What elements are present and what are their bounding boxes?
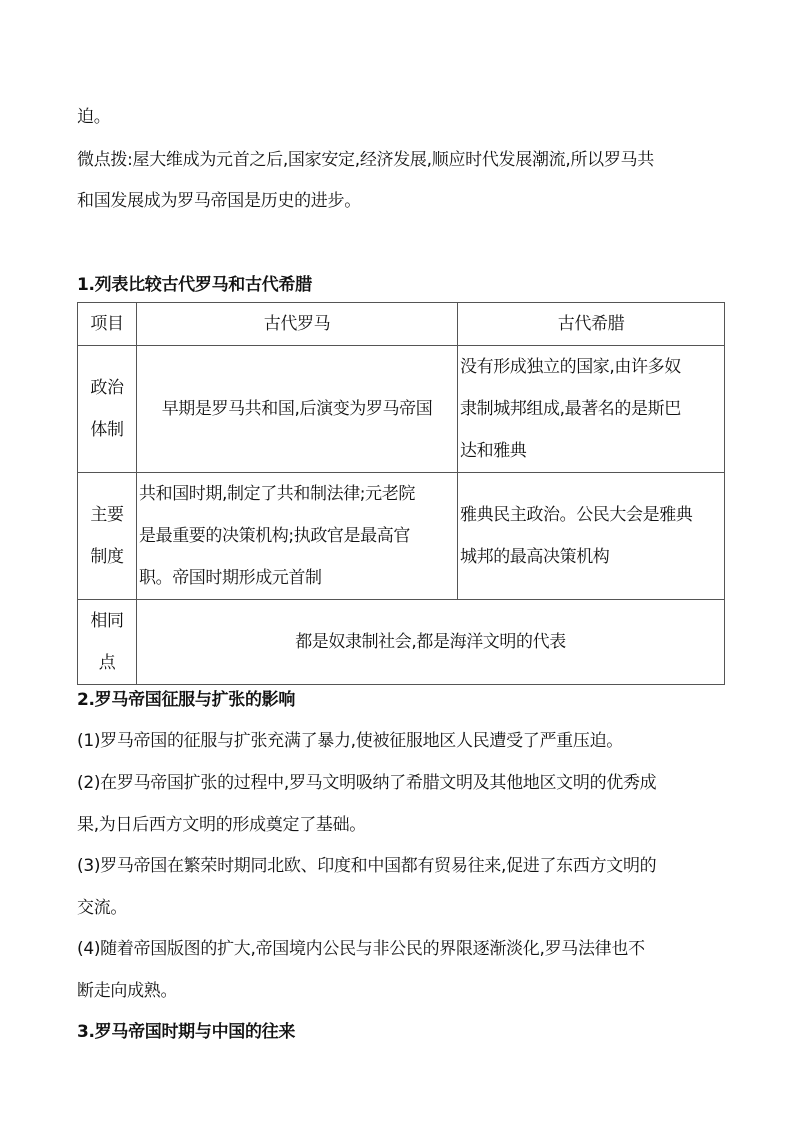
section-2-line-1: (1)罗马帝国的征服与扩张充满了暴力,使被征服地区人民遭受了严重压迫。 — [77, 731, 623, 751]
header-greece: 古代希腊 — [458, 303, 725, 346]
cell-line: 雅典民主政治。公民大会是雅典 — [460, 505, 693, 525]
section-3-title: 3.罗马帝国时期与中国的往来 — [77, 1022, 296, 1042]
table-row-common — [78, 600, 725, 685]
section-2-line-3: 果,为日后西方文明的形成奠定了基础。 — [77, 815, 367, 835]
section-1-title: 1.列表比较古代罗马和古代希腊 — [77, 275, 312, 295]
section-2-line-7: 断走向成熟。 — [77, 981, 178, 1001]
table-row-institutions — [78, 473, 725, 600]
table-row-political — [78, 346, 725, 473]
intro-line-3: 和国发展成为罗马帝国是历史的进步。 — [77, 191, 361, 211]
header-item: 项目 — [78, 303, 137, 346]
table-header-row — [78, 303, 725, 346]
cell-greece — [458, 346, 725, 473]
section-2-line-5: 交流。 — [77, 898, 128, 918]
cell-rome — [137, 346, 458, 473]
intro-line-2: 微点拨:屋大维成为元首之后,国家安定,经济发展,顺应时代发展潮流,所以罗马共 — [77, 150, 654, 170]
section-2-line-2: (2)在罗马帝国扩张的过程中,罗马文明吸纳了希腊文明及其他地区文明的优秀成 — [77, 773, 657, 793]
cell-line: 早期是罗马共和国,后演变为罗马帝国 — [161, 399, 433, 419]
section-2-line-4: (3)罗马帝国在繁荣时期同北欧、印度和中国都有贸易往来,促进了东西方文明的 — [77, 856, 657, 876]
row-label-line: 相同 — [90, 611, 124, 631]
section-2-title: 2.罗马帝国征服与扩张的影响 — [77, 690, 296, 710]
header-rome: 古代罗马 — [137, 303, 458, 346]
row-label-line: 政治 — [90, 378, 124, 398]
row-label-line: 体制 — [90, 420, 124, 440]
intro-line-1: 迫。 — [77, 107, 111, 127]
row-label-line: 主要 — [90, 505, 124, 525]
cell-rome — [137, 473, 458, 600]
row-label-line: 制度 — [90, 547, 124, 567]
cell-common: 都是奴隶制社会,都是海洋文明的代表 — [137, 600, 725, 685]
cell-greece — [458, 473, 725, 600]
comparison-table — [77, 302, 725, 685]
cell-line: 共和国时期,制定了共和制法律;元老院 — [139, 484, 415, 504]
row-label — [78, 346, 137, 473]
cell-line: 达和雅典 — [460, 441, 527, 461]
cell-line: 隶制城邦组成,最著名的是斯巴 — [460, 399, 681, 419]
cell-line: 城邦的最高决策机构 — [460, 547, 610, 567]
cell-line: 职。帝国时期形成元首制 — [139, 568, 322, 588]
section-2-line-6: (4)随着帝国版图的扩大,帝国境内公民与非公民的界限逐渐淡化,罗马法律也不 — [77, 939, 645, 959]
row-label — [78, 600, 137, 685]
row-label — [78, 473, 137, 600]
row-label-line: 点 — [98, 653, 116, 673]
cell-line: 是最重要的决策机构;执政官是最高官 — [139, 526, 410, 546]
cell-line: 没有形成独立的国家,由许多奴 — [460, 357, 681, 377]
